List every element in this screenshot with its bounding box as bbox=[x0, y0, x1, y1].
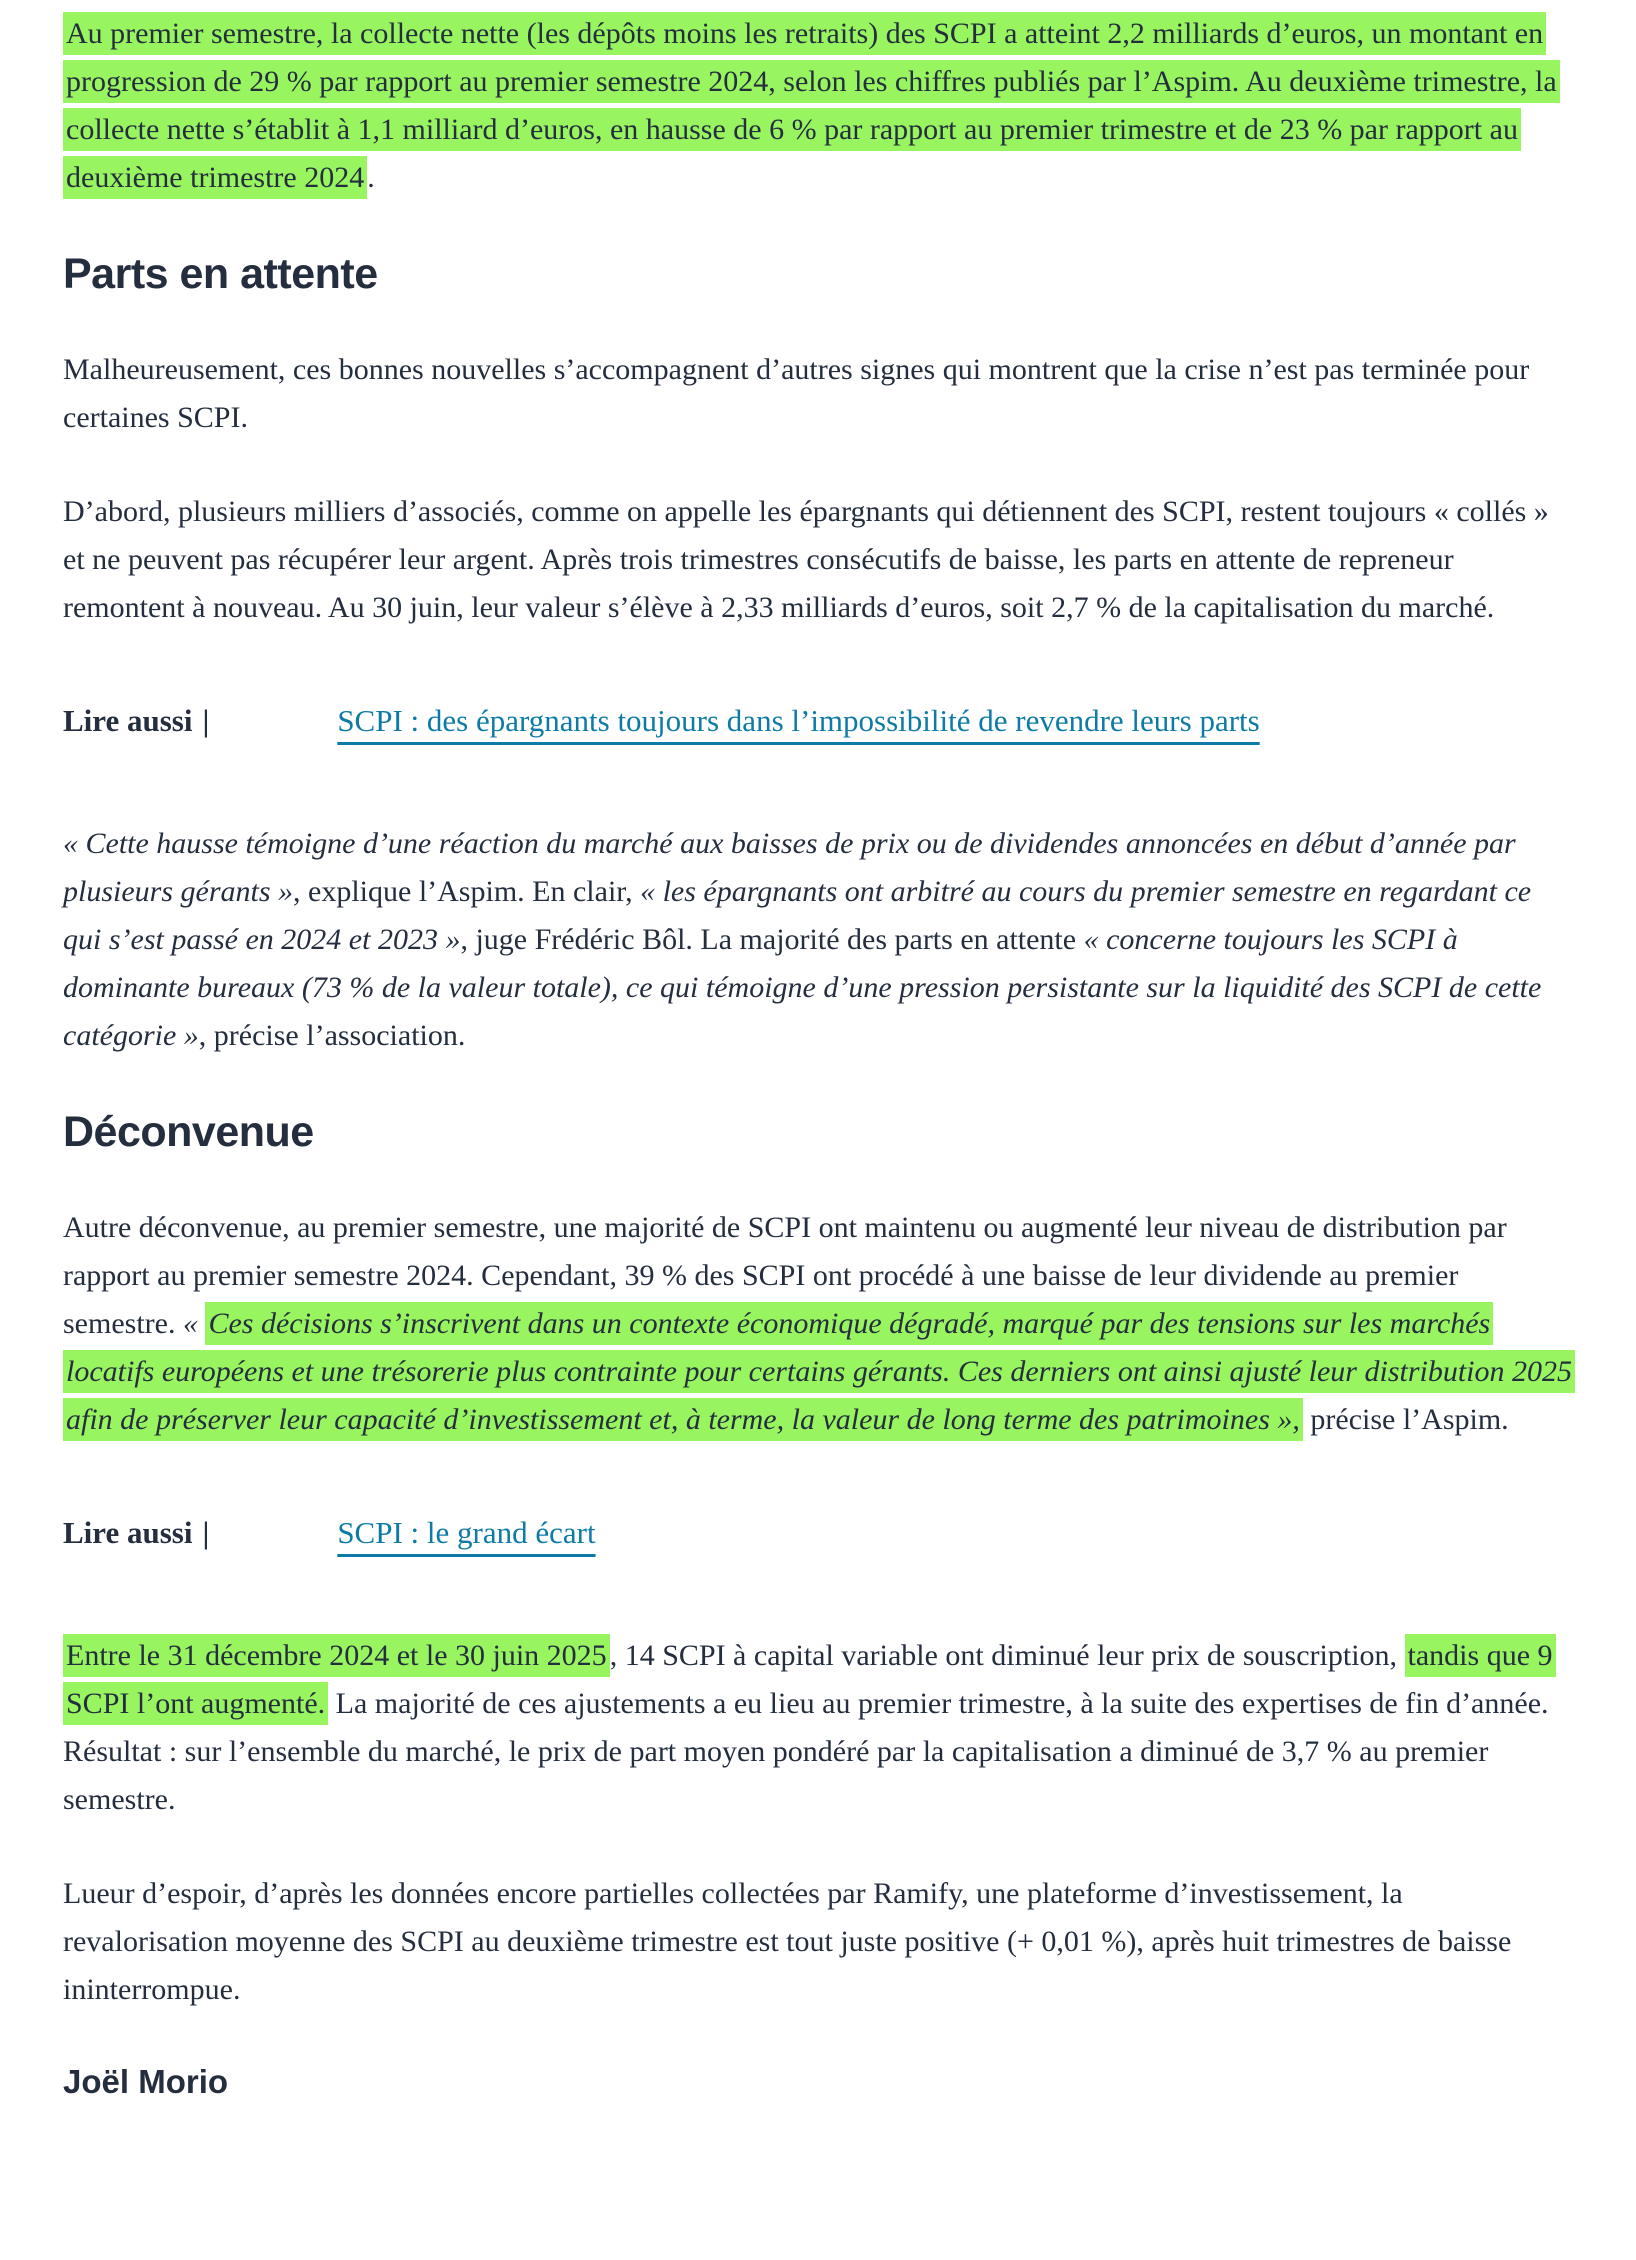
read-also-label: Lire aussi bbox=[63, 1515, 193, 1550]
quote-segment: « concerne toujours les SCPI à dominante bureaux (73 % de la valeur totale), ce qui témoigne d’une pression persistante sur la liquidité des SCPI de cette catégorie » bbox=[63, 923, 1542, 1052]
author-signature: Joël Morio bbox=[63, 2063, 229, 2100]
quote-segment: « les épargnants ont arbitré au cours du premier semestre en regardant ce qui s’est passé en 2024 et 2023 » bbox=[63, 875, 1532, 956]
quote-segment: « bbox=[182, 1307, 206, 1340]
paragraph-text: , juge Frédéric Bôl. La majorité des parts en attente bbox=[460, 923, 1084, 956]
quote-segment: « Cette hausse témoigne d’une réaction du marché aux baisses de prix ou de dividendes annoncées en début d’année par plusieurs gérants » bbox=[63, 827, 1516, 908]
highlight: Au premier semestre, la collecte nette (les dépôts moins les retraits) des SCPI a atteint 2,2 milliards d’euros, un montant en progression de 29 % par rapport au premier semestre 2024, selon les chiffres publiés par l’Aspim. Au deuxième trimestre, la collecte nette s’établit à 1,1 milliard d’euros, en hausse de 6 % par rapport au premier trimestre et de 23 % par rapport au deuxième trimestre 2024 bbox=[63, 12, 1560, 199]
paragraph-text: , précise l’association. bbox=[198, 1019, 466, 1052]
paragraph-text: La majorité de ces ajustements a eu lieu au premier trimestre, à la suite des expertises de fin d’année. Résultat : sur l’ensemble du marché, le prix de part moyen pondéré par la capitalisation a diminué de 3,7 % au premier semestre. bbox=[63, 1687, 1549, 1816]
paragraph-malheureusement: Malheureusement, ces bonnes nouvelles s’accompagnent d’autres signes qui montrent que la crise n’est pas terminée pour certaines SCPI. bbox=[63, 353, 1530, 434]
paragraph-deconvenue bbox=[63, 1204, 1574, 1444]
highlight: Ces décisions s’inscrivent dans un contexte économique dégradé, marqué par des tensions sur les marchés locatifs européens et une trésorerie plus contrainte pour certains gérants. Ces derniers ont ainsi ajusté leur distribution 2025 afin de préserver leur capacité d’investissement et, à terme, la valeur de long terme des patrimoines », bbox=[63, 1302, 1575, 1441]
paragraph-dabord: D’abord, plusieurs milliers d’associés, comme on appelle les épargnants qui détiennent des SCPI, restent toujours « collés » et ne peuvent pas récupérer leur argent. Après trois trimestres consécutifs de baisse, les parts en attente de repreneur remontent à nouveau. Au 30 juin, leur valeur s’élève à 2,33 milliards d’euros, soit 2,7 % de la capitalisation du marché. bbox=[63, 495, 1549, 624]
read-also-block bbox=[63, 696, 1574, 746]
read-also-link-epargnants[interactable]: SCPI : des épargnants toujours dans l’impossibilité de revendre leurs parts bbox=[337, 703, 1260, 738]
read-also-link-grand-ecart[interactable]: SCPI : le grand écart bbox=[337, 1515, 596, 1550]
section-heading-deconvenue: Déconvenue bbox=[63, 1108, 314, 1156]
read-also-separator: | bbox=[202, 703, 210, 738]
highlight: Entre le 31 décembre 2024 et le 30 juin 2025 bbox=[63, 1634, 610, 1677]
paragraph-entre bbox=[63, 1632, 1574, 1824]
paragraph-text: , explique l’Aspim. En clair, bbox=[293, 875, 641, 908]
paragraph-lueur: Lueur d’espoir, d’après les données encore partielles collectées par Ramify, une plateforme d’investissement, la revalorisation moyenne des SCPI au deuxième trimestre est tout juste positive (+ 0,01 %), après huit trimestres de baisse ininterrompue. bbox=[63, 1877, 1512, 2006]
paragraph-text: Autre déconvenue, au premier semestre, une majorité de SCPI ont maintenu ou augmenté leur niveau de distribution par rapport au premier semestre 2024. Cependant, 39 % des SCPI ont procédé à une baisse de leur dividende au premier semestre. bbox=[63, 1211, 1507, 1340]
section-heading-parts-en-attente: Parts en attente bbox=[63, 250, 378, 298]
read-also-separator: | bbox=[202, 1515, 210, 1550]
read-also-block bbox=[63, 1508, 1574, 1558]
highlight: tandis que 9 SCPI l’ont augmenté. bbox=[63, 1634, 1556, 1725]
paragraph-text: , 14 SCPI à capital variable ont diminué leur prix de souscription, bbox=[609, 1639, 1405, 1672]
paragraph-intro bbox=[63, 10, 1574, 202]
paragraph-text: . bbox=[367, 161, 375, 194]
paragraph-quote bbox=[63, 820, 1574, 1060]
read-also-label: Lire aussi bbox=[63, 703, 193, 738]
paragraph-text: précise l’Aspim. bbox=[1302, 1403, 1509, 1436]
